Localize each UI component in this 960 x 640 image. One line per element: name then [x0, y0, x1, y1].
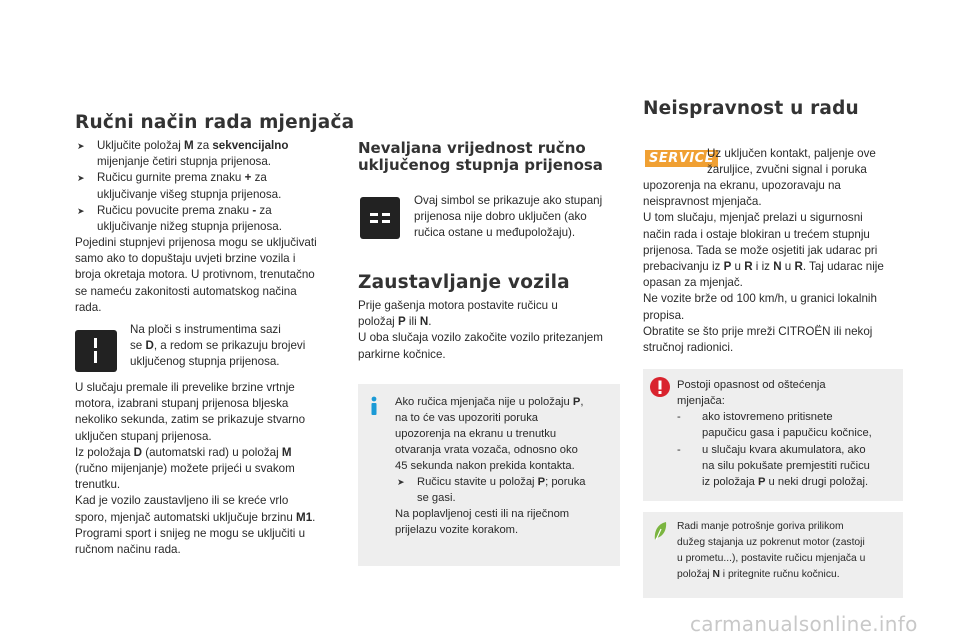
info-text-end: Na poplavljenoj cesti ili na riječnom prijelazu vozite korakom.: [395, 508, 570, 536]
list-item: ➤ Ručicu gurnite prema znaku + za uključivanje višeg stupnja prijenosa.: [75, 170, 340, 202]
info-box: [358, 384, 620, 566]
arrow-bullet-icon: ➤: [77, 173, 85, 184]
section-title-invalid-gear: Nevaljana vrijednost ručno uključenog stupnja prijenosa: [358, 139, 603, 174]
list-item: ➤ Ručicu povucite prema znaku - za uključivanje nižeg stupnja prijenosa.: [75, 203, 340, 235]
paragraph-stopping: Prije gašenja motora postavite ručicu u položaj P ili N. U oba slučaja vozilo zakočite vozilo pritezanjem parkirne kočnice.: [358, 299, 603, 361]
icon-description: Uz uključen kontakt, paljenje ove žaruljice, zvučni signal i poruka: [707, 147, 876, 177]
arrow-bullet-icon: ➤: [77, 141, 85, 151]
paragraph-malfunction: upozorenja na ekranu, upozoravaju na neispravnost mjenjača. U tom slučaju, mjenjač prelazi u sigurnosni način rada i ostaje blokiran u trećem stupnju prijenosa. Tada se može osjetiti jak udarac pri prebacivanju iz P u R i iz N u R. Taj udarac nije opasan za mjenjač. Ne vozite brže od 100 km/h, u granici lokalnih propisa. Obratite se što prije mreži CITROËN ili nekoj stručnoj radionici.: [643, 179, 884, 355]
list-item: ➤ Ručicu stavite u položaj P; poruka se gasi.: [397, 476, 586, 504]
list-item: - u slučaju kvara akumulatora, ako na silu pokušate premjestiti ručicu iz položaja P u neki drugi položaj.: [677, 444, 870, 488]
warning-text: Postoji opasnost od oštećenja mjenjača:: [677, 379, 826, 407]
leaf-icon: [651, 520, 669, 542]
invalid-gear-icon: [360, 197, 400, 239]
icon-description: Ovaj simbol se prikazuje ako stupanj prijenosa nije dobro uključen (ako ručica ostane u međupoložaju).: [414, 194, 603, 240]
watermark: carmanualsonline.info: [690, 612, 918, 636]
service-warning-icon: SERVICE: [645, 150, 718, 167]
warning-icon: [649, 376, 671, 398]
info-text: Ako ručica mjenjača nije u položaju P, na to će vas upozoriti poruka upozorenja na ekranu u trenutku otvaranja vrata vozača, odnosno oko 45 sekunda nakon prekida kontakta.: [395, 396, 584, 472]
icon-description: Na ploči s instrumentima sazi se D, a redom se prikazuju brojevi uključenog stupnja prijenosa.: [130, 323, 306, 369]
section-title-malfunction: Neispravnost u radu: [643, 98, 859, 119]
section-title-stopping: Zaustavljanje vozila: [358, 272, 570, 293]
arrow-bullet-icon: ➤: [77, 205, 85, 216]
manual-mode-bullets: [75, 138, 340, 235]
section-title-manual-mode: Ručni način rada mjenjača: [75, 112, 355, 133]
arrow-bullet-icon: ➤: [397, 477, 405, 487]
list-item: ➤ Uključite položaj M za sekvencijalno mijenjanje četiri stupnja prijenosa.: [75, 138, 340, 170]
list-item: - ako istovremeno pritisnete papučicu gasa i papučicu kočnice,: [677, 411, 872, 439]
info-icon: [366, 396, 382, 416]
paragraph-engine-speed: U slučaju premale ili prevelike brzine vrtnje motora, izabrani stupanj prijenosa bljeska nekoliko sekunda, zatim se prikazuje stvarno uključen stupanj prijenosa. Iz položaja D (automatski rad) u položaj M (ručno mijenjanje) možete prijeći u svakom trenutku. Kad je vozilo zaustavljeno ili se kreće vrlo sporo, mjenjač automatski uključuje brzinu M1. Programi sport i snijeg ne mogu se uključiti u ručnom načinu rada.: [75, 381, 316, 557]
eco-text: Radi manje potrošnje goriva prilikom dužeg stajanja uz pokrenut motor (zastoji u prometu...), postavite ručicu mjenjača u položaj N i pritegnite ručnu kočnicu.: [677, 521, 866, 580]
eco-box: [643, 512, 903, 598]
gear-display-icon: [75, 330, 117, 372]
paragraph-shift-conditions: Pojedini stupnjevi prijenosa mogu se uključivati samo ako to dopuštaju uvjeti brzine vozila i broja okretaja motora. U protivnom, trenutačno se nameću zakonitosti automatskog načina rada.: [75, 236, 317, 314]
warning-box: [643, 369, 903, 501]
